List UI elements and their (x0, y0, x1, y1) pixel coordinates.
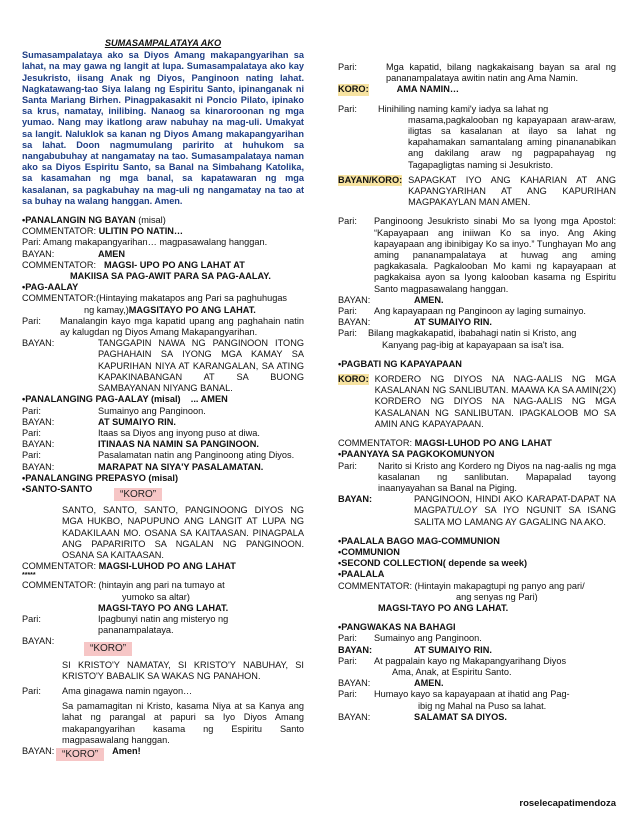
commentator-hintaying: COMMENTATOR:(Hintaying makatapos ang Pari sa paghuhugas (22, 293, 288, 304)
pari-bilang: Pari: Bilang magkakapatid, ibabahagi natin si Kristo, ang (338, 328, 577, 339)
makiisa-line: MAKIISA SA PAG-AWIT PARA SA PAG-AALAY. (70, 271, 271, 282)
bayan-at-sumaiyo-2: BAYAN: AT SUMAIYO RIN. (338, 644, 492, 655)
commentator-hintayin-pari: COMMENTATOR: (hintayin ang pari na tumayo at (22, 580, 225, 591)
pari-ama: Pari: Ama ginagawa namin ngayon… (22, 685, 193, 696)
pari-narito: Pari: Narito si Kristo ang Kordero ng Diyos na nag-aalis ng mga kasalanan ng sanlibutan. Mapapalad tayong inaanyayahan sa Banal na Piging. (338, 460, 616, 493)
pari-itaas: Pari: Itaas sa Diyos ang inyong puso at diwa. (22, 427, 260, 438)
koro-tag: “KORO” (56, 748, 104, 761)
paalala-communion: •PAALALA BAGO MAG-COMMUNION (338, 535, 500, 546)
sa-pamamagitan-text: Sa pamamagitan ni Kristo, kasama Niya at sa Kanya ang lahat ng parangal at papuri sa Iyo Diyos Amang makapangyarihan kasama ng Espiritu Santo magpasawalang hanggan. (62, 701, 304, 745)
pari-ang-kapayapaan: Pari: Ang kapayapaan ng Panginoon ay laging sumainyo. (338, 306, 586, 317)
ang-senyas-line: ang senyas ng Pari) (456, 591, 538, 602)
pari-panginoong-jesus: Pari: Panginoong Jesukristo sinabi Mo sa Iyong mga Apostol: “Kapayapaan ang iniiwan Ko sa inyo. Ang Aking kapayapaan ang ibinibigay Ko sa inyo.” Tunghayan Mo ang aming pananampalataya at huwag ang aming pagkakasala. Pagkalooban Mo kami ng kapayapaan at pagkakaisa ayon sa Iyong kalooban kasama ng Espiritu Santo magpasawalang hanggan. (338, 216, 616, 294)
koro-ama-namin: KORO: AMA NAMIN… (338, 84, 460, 95)
paalala-heading: •PAALALA (338, 569, 385, 580)
prepasyo-heading: •PANALANGING PREPASYO (misal) (22, 472, 179, 483)
pari-hinihiling: Pari: Hinihiling naming kami'y iadya sa lahat ng (338, 103, 549, 114)
bayan-koro-sapagkat: BAYAN/KORO: SAPAGKAT IYO ANG KAHARIAN AT ANG KAPANGYARIHAN AT ANG KAPURIHAN MAGPAKAYLAN MAN AMEN. (338, 174, 616, 208)
pari-sumainyo: Pari: Sumainyo ang Panginoon. (338, 633, 482, 644)
bayan-at-sumaiyo: BAYAN: AT SUMAIYO RIN. (338, 317, 492, 328)
panalangin-bayan-heading: •PANALANGIN NG BAYAN (misal) (22, 215, 166, 226)
pangwakas-heading: •PANGWAKAS NA BAHAGI (338, 622, 456, 633)
hinihiling-cont: masama,pagkalooban ng kapayapaan araw-araw, iligtas sa kasalanan at ilayo sa lahat ng kapahamakan samantalang aming pinananabikan ang dakilang araw ng pagpapahayag ng Tagapagligtas naming si Jesukristo. (408, 114, 616, 170)
bayan-koro-amen: BAYAN: “KORO” Amen! (22, 745, 141, 760)
bayan-amen-2: BAYAN: AMEN. (338, 678, 444, 689)
commentator-hintayin-makaupo: COMMENTATOR: (Hintayin makapagtupi ng panyo ang pari/ (338, 580, 585, 591)
commentator-magsi-luhod: COMMENTATOR: MAGSI-LUHOD PO ANG LAHAT (22, 561, 236, 572)
bayan-itinaas: BAYAN: ITINAAS NA NAMIN SA PANGINOON. (22, 439, 259, 450)
ng-kamay-line: ng kamay,)MAGSITAYO PO ANG LAHAT. (84, 304, 256, 315)
si-kristo-text: SI KRISTO'Y NAMATAY, SI KRISTO'Y NABUHAY, SI KRISTO'Y BABALIK SA WAKAS NG PANAHON. (62, 659, 304, 681)
bayan-marapat: BAYAN: MARAPAT NA SIYA'Y PASALAMATAN. (22, 461, 264, 472)
commentator-magsi-upo: COMMENTATOR: MAGSI- UPO PO ANG LAHAT AT (22, 259, 245, 270)
pagpalain-cont: Ama, Anak, at Espiritu Santo. (392, 666, 512, 677)
pari-mga-kapatid: Pari: Mga kapatid, bilang nagkakaisang bayan sa aral ng pananampalataya awitin natin ang Ama Namin. (338, 62, 616, 84)
pari-humayo: Pari: Humayo kayo sa kapayapaan at ihatid ang Pag- (338, 689, 570, 700)
second-collection: •SECOND COLLECTION( depende sa week) (338, 558, 528, 569)
bayan-panginoon-hindi: BAYAN: PANGINOON, HINDI AKO KARAPAT-DAPAT NA MAGPATULOY SA IYO NGUNIT SA ISANG SALITA MO LAMANG AY GAGALING NA AKO. (338, 494, 616, 527)
pagbati-heading: •PAGBATI NG KAPAYAPAAN (338, 358, 462, 369)
communion-heading: •COMMUNION (338, 546, 400, 557)
right-column (338, 62, 616, 723)
magsi-tayo-line: MAGSI-TAYO PO ANG LAHAT. (378, 602, 509, 613)
bayan-at-sumaiyo: BAYAN: AT SUMAIYO RIN. (22, 416, 176, 427)
author-signature: roselecapatimendoza (519, 798, 616, 809)
koro-kordero: KORO: KORDERO NG DIYOS NA NAG-AALIS NG MGA KASALANAN NG SANLIBUTAN. MAAWA KA SA AMIN(2X) KORDERO NG DIYOS NA NAG-AALIS NG MGA KASALANAN NG SANLIBUTAN. IPAGKALOOB MO SA AMIN ANG KAPAYAPAAN. (338, 374, 616, 429)
stars-divider: ***** (22, 572, 36, 580)
bilang-cont: Kanyang pag-ibig at kapayapaan sa isa't isa. (382, 339, 565, 350)
creed-text: Sumasampalataya ako sa Diyos Amang makapangyarihan sa lahat, na may gawa ng langit at lupa. Sumasampalataya ako kay Jesukristo, iisang Anak ng Diyos, Panginoon nating lahat. Nagkatawang-tao Siya lalang ng Espiritu Santo, ipinanganak ni Santa Mariang Birhen. Pinagpakasakit ni Poncio Pilato, ipinako sa krus, namatay, inilibing. Nanaog sa kinaroroonan ng mga yumao. Nang may ikatlong araw nabuhay na mag-uli. Umakyat sa langit. Naluklok sa kanan ng Diyos Amang makapangyarihan sa lahat. Doon nagmumulang paririto at huhukom sa nangabubuhay at nangamatay na tao. Sumasampalataya naman ako sa Diyos Espiritu Santo, sa Banal na Simbahang Katolika, sa kasamahan ng mga banal, sa kapatawaran ng mga kasalanan, sa pagkabuhay na mag-uli ng nangamatay na tao at sa buhay na walang hanggan. Amen. (22, 50, 304, 206)
panalanging-pag-aalay: •PANALANGING PAG-AALAY (misal) ... AMEN (22, 394, 228, 405)
pari-pagpalain: Pari: At pagpalain kayo ng Makapangyarihang Diyos (338, 655, 567, 666)
pari-sumainyo: Pari: Sumainyo ang Panginoon. (22, 405, 206, 416)
bayan-amen: BAYAN: AMEN. (338, 294, 444, 305)
yumoko-line: yumoko sa altar) (122, 591, 190, 602)
pari-amang: Pari: Amang makapangyarihan… magpasawalang hanggan. (22, 237, 268, 248)
koro-tag: “KORO” (84, 642, 132, 655)
pag-aalay-heading: •PAG-AALAY (22, 282, 79, 293)
pari-manalangin: Pari: Manalangin kayo mga kapatid upang ang paghahain natin ay kalugdan ng Diyos Amang Makapangyarihan. (22, 315, 304, 338)
humayo-cont: ibig ng Mahal na Puso sa lahat. (418, 700, 547, 711)
bayan-amen: BAYAN: AMEN (22, 248, 126, 259)
creed-title: SUMASAMPALATAYA AKO (104, 38, 222, 48)
santo-text: SANTO, SANTO, SANTO, PANGINOONG DIYOS NG MGA HUKBO, NAPUPUNO ANG LANGIT AT LUPA NG KADAKILAAN MO. OSANA SA KAITAASAN. PINAGPALA ANG PAPARIRITO SA NGALAN NG PANGINOON. OSANA SA KAITAASAN. (62, 505, 304, 560)
magsi-tayo-line: MAGSI-TAYO PO ANG LAHAT. (98, 602, 229, 613)
bayan-koro-1: BAYAN: “KORO” (22, 636, 304, 655)
koro-tag: “KORO” (114, 488, 162, 501)
bayan-tanggapin: BAYAN: TANGGAPIN NAWA NG PANGINOON ITONG PAGHAHAIN SA IYONG MGA KAMAY SA KAPURIHAN NIYA AT KARANGALAN, SA ATING KAPAKINABANGAN AT SA BUONG SAMBAYANAN NIYANG BANAL. (22, 338, 304, 394)
commentator-magsi-luhod: COMMENTATOR: MAGSI-LUHOD PO ANG LAHAT (338, 438, 552, 449)
commentator-ulitin: COMMENTATOR: ULITIN PO NATIN… (22, 226, 184, 237)
bayan-salamat: BAYAN: SALAMAT SA DIYOS. (338, 711, 507, 722)
pari-pasalamatan: Pari: Pasalamatan natin ang Panginoong ating Diyos. (22, 450, 295, 461)
left-column (22, 38, 304, 761)
paanyaya-heading: •PAANYAYA SA PAGKOKOMUNYON (338, 449, 495, 460)
santo-santo-heading: •SANTO-SANTO “KORO” (22, 484, 304, 501)
pari-ipagbunyi: Pari: Ipagbunyi natin ang misteryo ng pananampalataya. (22, 613, 229, 636)
